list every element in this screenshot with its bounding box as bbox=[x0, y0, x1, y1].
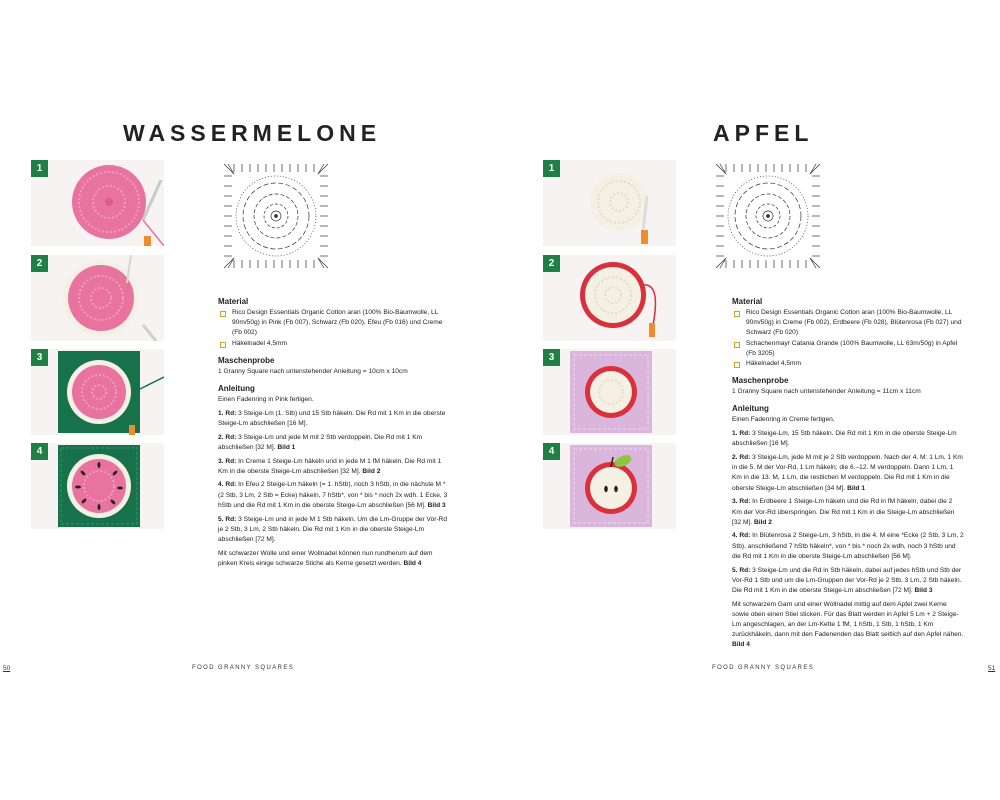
gauge-text: 1 Granny Square nach untenstehender Anleitung = 10cm x 10cm bbox=[218, 367, 408, 375]
crochet-chart-diagram bbox=[712, 160, 824, 272]
step-label: 4. Rd: bbox=[218, 481, 237, 489]
photo-step-3 bbox=[543, 349, 676, 435]
step-label: 1. Rd: bbox=[218, 409, 237, 417]
gauge-heading: Maschenprobe bbox=[218, 355, 275, 365]
instruction-step bbox=[218, 433, 450, 453]
gauge-heading: Maschenprobe bbox=[732, 376, 789, 386]
step-text: 3 Steige-Lm, 15 Stb häkeln. Die Rd mit 1 Km in die oberste Steige-Lm abschließen [16 M]. bbox=[732, 430, 957, 448]
instructions-intro: Einen Fadenring in Creme fertigen. bbox=[732, 416, 835, 424]
step-text: In Erdbeere 1 Steige-Lm häkeln und die Rd in fM häkeln, dabei die 2 Km der Vor-Rd überspringen. Die Rd mit 1 Km in die Steige-Lm abschließen [32 M]. bbox=[732, 498, 955, 526]
instruction-step bbox=[732, 531, 964, 562]
step-label: 3. Rd: bbox=[732, 498, 751, 506]
step-text: 3 Steige-Lm und die Rd in Stb häkeln, dabei auf jedes hStb und Stb der Vor-Rd 1 Stb und um die Lm-Gruppen der Vor-Rd je 2 Stb, 3 Lm, 2 Stb häkeln. Die Rd mit 1 Km in die oberste Steige-Lm abschließen [72 M]. bbox=[732, 566, 962, 594]
pattern-text bbox=[732, 296, 964, 654]
step-text: In Blütenrosa 2 Steige-Lm, 3 hStb, in die 4. M eine *Ecke (2 Stb, 3 Lm, 2 Stb), anschließend 7 hStb häkeln*, von * bis * noch 2x wdh, noch 3 hStb und die Rd mit 1 Km in die oberste Steige-Lm abschließen [56 M]. bbox=[732, 532, 964, 560]
running-footer: FOOD GRANNY SQUARES bbox=[712, 665, 815, 671]
material-item: Häkelnadel 4,5mm bbox=[732, 359, 964, 369]
image-ref: Bild 4 bbox=[403, 559, 422, 567]
photo-badge: 2 bbox=[543, 255, 560, 272]
step-text: 3 Steige-Lm (1. Stb) und 15 Stb häkeln. Die Rd mit 1 Km in die oberste Steige-Lm abschließen [16 M]. bbox=[218, 409, 446, 427]
instructions-intro: Einen Fadenring in Pink fertigen. bbox=[218, 396, 314, 404]
material-heading: Material bbox=[218, 297, 249, 306]
page-number: 50 bbox=[3, 665, 11, 672]
photo-step-2 bbox=[31, 255, 164, 341]
page-title: WASSERMELONE bbox=[123, 120, 382, 146]
instruction-step bbox=[732, 429, 964, 449]
photo-badge: 4 bbox=[31, 443, 48, 460]
image-ref: Bild 4 bbox=[732, 641, 750, 649]
step-label: 2. Rd: bbox=[732, 454, 751, 462]
material-list bbox=[732, 308, 964, 369]
material-list bbox=[218, 308, 450, 349]
step-label: 5. Rd: bbox=[732, 566, 751, 574]
photo-step-1 bbox=[543, 160, 676, 246]
material-item: Häkelnadel 4,5mm bbox=[218, 339, 450, 349]
instruction-step bbox=[218, 515, 450, 546]
image-ref: Bild 2 bbox=[362, 467, 381, 475]
photo-badge: 1 bbox=[31, 160, 48, 177]
step-label: 5. Rd: bbox=[218, 515, 237, 523]
image-ref: Bild 3 bbox=[427, 501, 446, 509]
photo-badge: 4 bbox=[543, 443, 560, 460]
material-heading: Material bbox=[732, 297, 763, 306]
photo-step-1 bbox=[31, 160, 164, 246]
photo-badge: 3 bbox=[31, 349, 48, 366]
photo-badge: 1 bbox=[543, 160, 560, 177]
instruction-step bbox=[218, 457, 450, 477]
material-item: Rico Design Essentials Organic Cotton aran (100% Bio-Baumwolle, LL 90m/50g) in Creme (Fb 002), Erdbeere (Fb 028), Blütenrosa (Fb 027) und Schwarz (Fb 020) bbox=[732, 308, 964, 339]
step-label: 1. Rd: bbox=[732, 430, 751, 438]
instruction-step bbox=[732, 497, 964, 528]
instruction-step bbox=[732, 566, 964, 597]
pattern-text bbox=[218, 296, 450, 573]
image-ref: Bild 3 bbox=[914, 586, 933, 594]
instruction-step bbox=[732, 600, 964, 651]
step-label: 4. Rd: bbox=[732, 532, 751, 540]
instruction-step bbox=[732, 453, 964, 494]
instruction-step bbox=[218, 409, 450, 429]
photo-step-3 bbox=[31, 349, 164, 435]
step-text: Mit schwarzem Garn und einer Wollnadel mittig auf dem Apfel zwei Kerne sowie oben einen Stiel sticken. Für das Blatt werden in Apfel 5 Lm + 2 Steige-Lm angeschlagen, an der Lm-Kette 1 fM, 1 hStb, 1 Stb, 1 hStb, 1 Km zurückhäkeln, dann mit den Fadenenden das Blatt seitlich auf den Apfel nähen. bbox=[732, 600, 964, 639]
photo-badge: 3 bbox=[543, 349, 560, 366]
photo-badge: 2 bbox=[31, 255, 48, 272]
step-text: Mit schwarzer Wolle und einer Wollnadel können nun rundherum auf dem pinken Kreis einige schwarze Stiche als Kerne gesetzt werden. bbox=[218, 549, 433, 567]
photo-step-4 bbox=[543, 443, 676, 529]
page-title: APFEL bbox=[713, 120, 814, 146]
step-text: 3 Steige-Lm und jede M mit 2 Stb verdoppeln. Die Rd mit 1 Km abschließen [32 M]. bbox=[218, 433, 423, 451]
step-text: In Efeu 2 Steige-Lm häkeln (= 1. hStb), noch 3 hStb, in die nächste M *(2 Stb, 3 Lm, 2 Stb = Ecke) häkeln, 7 hStb*, von * bis * noch 2x wdh. 1 Ecke, 3 hStb und die Rd mit 1 Km in die oberste Steige-Lm abschließen [56 M]. bbox=[218, 481, 448, 509]
material-item: Rico Design Essentials Organic Cotton aran (100% Bio-Baumwolle, LL 90m/50g) in Pink (Fb 007), Schwarz (Fb 020), Efeu (Fb 016) und Creme (Fb 002) bbox=[218, 308, 450, 339]
instructions-heading: Anleitung bbox=[218, 384, 255, 394]
step-label: 3. Rd: bbox=[218, 457, 237, 465]
instruction-step bbox=[218, 480, 450, 511]
gauge-text: 1 Granny Square nach untenstehender Anleitung = 11cm x 11cm bbox=[732, 388, 921, 396]
instruction-step bbox=[218, 549, 450, 569]
step-text: 3 Steige-Lm und in jede M 1 Stb häkeln. Um die Lm-Gruppe der Vor-Rd je 2 Stb, 3 Lm, 2 Stb häkeln. Die Rd mit 1 Km in die oberste Steige-Lm abschließen [72 M]. bbox=[218, 515, 448, 543]
step-text: 3 Steige-Lm, jede M mit je 2 Stb verdoppeln. Nach der 4. M: 1 Lm, 1 Km in die 5. M der Vor-Rd, 1 Lm häkeln; die 6.–12. M verdoppeln. Dann 1 Lm, 1 Km in die 13. M, 1 Lm, die restlichen M verdoppeln. Die Rd mit 1 Km in die oberste Steige-Lm abschließen [34 M]. bbox=[732, 454, 963, 492]
photo-step-2 bbox=[543, 255, 676, 341]
image-ref: Bild 2 bbox=[754, 518, 772, 526]
step-text: In Creme 1 Steige-Lm häkeln und in jede M 1 fM häkeln. Die Rd mit 1 Km in die oberste Steige-Lm abschließen [32 M]. bbox=[218, 457, 442, 475]
page-number: 51 bbox=[988, 665, 996, 672]
material-item: Schachenmayr Catania Grande (100% Baumwolle, LL 63m/50g) in Apfel (Fb 3205) bbox=[732, 339, 964, 359]
photo-step-4 bbox=[31, 443, 164, 529]
step-label: 2. Rd: bbox=[218, 433, 237, 441]
instructions-heading: Anleitung bbox=[732, 404, 769, 414]
crochet-chart-diagram bbox=[220, 160, 332, 272]
right-page bbox=[500, 0, 1000, 800]
image-ref: Bild 1 bbox=[277, 443, 296, 451]
running-footer: FOOD GRANNY SQUARES bbox=[192, 665, 295, 671]
image-ref: Bild 1 bbox=[847, 484, 866, 492]
